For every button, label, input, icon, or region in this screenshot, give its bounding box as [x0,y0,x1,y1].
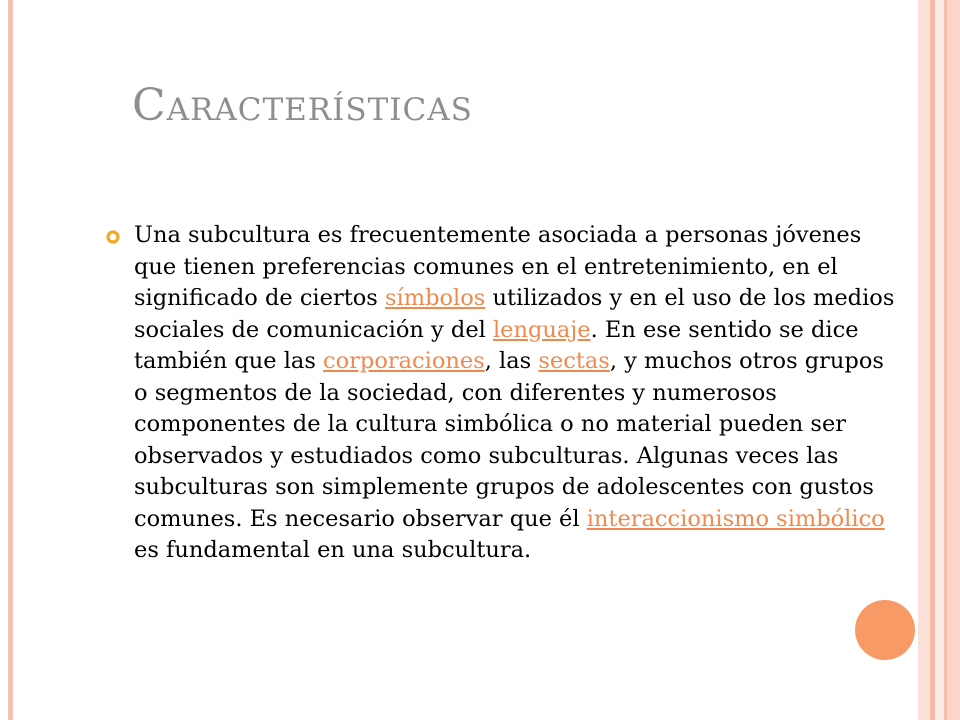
bullet-text [134,220,904,567]
link-corporaciones[interactable]: corporaciones [323,348,485,374]
left-border-line [8,0,13,720]
text-segment: , las [484,348,539,374]
link-interaccionismo-simbolico[interactable]: interaccionismo simbólico [586,505,885,532]
strip [935,0,944,720]
text-segment: Una subcultura es frecuentemente asociada a personas jóvenes que tienen preferencias comunes en el entretenimiento, en el significado de ciertos [134,222,862,311]
right-decorative-strips [918,0,960,720]
link-sectas[interactable]: sectas [538,348,610,374]
strip [947,0,960,720]
text-segment: es fundamental en una subcultura. [134,537,532,563]
text-segment: , y muchos otros grupos o segmentos de la sociedad, con diferentes y numerosos componentes de la cultura simbólica o no material pueden ser observados y estudiados como subculturas. Algunas veces las subculturas son simplemente grupos de adolescentes con gustos comunes. Es necesario observar que él [134,348,884,532]
link-lenguaje[interactable]: lenguaje [492,316,591,343]
decorative-circle [855,600,915,660]
text-segment: utilizados y en el uso de los medios sociales de comunicación y del [134,285,895,343]
bullet-item [104,220,904,567]
strip [918,0,930,720]
text-segment: . En ese sentido se dice también que las [134,316,859,374]
bullet-ring-icon [104,228,122,246]
link-simbolos[interactable]: símbolos [384,285,486,311]
slide-title: Características [132,80,473,131]
